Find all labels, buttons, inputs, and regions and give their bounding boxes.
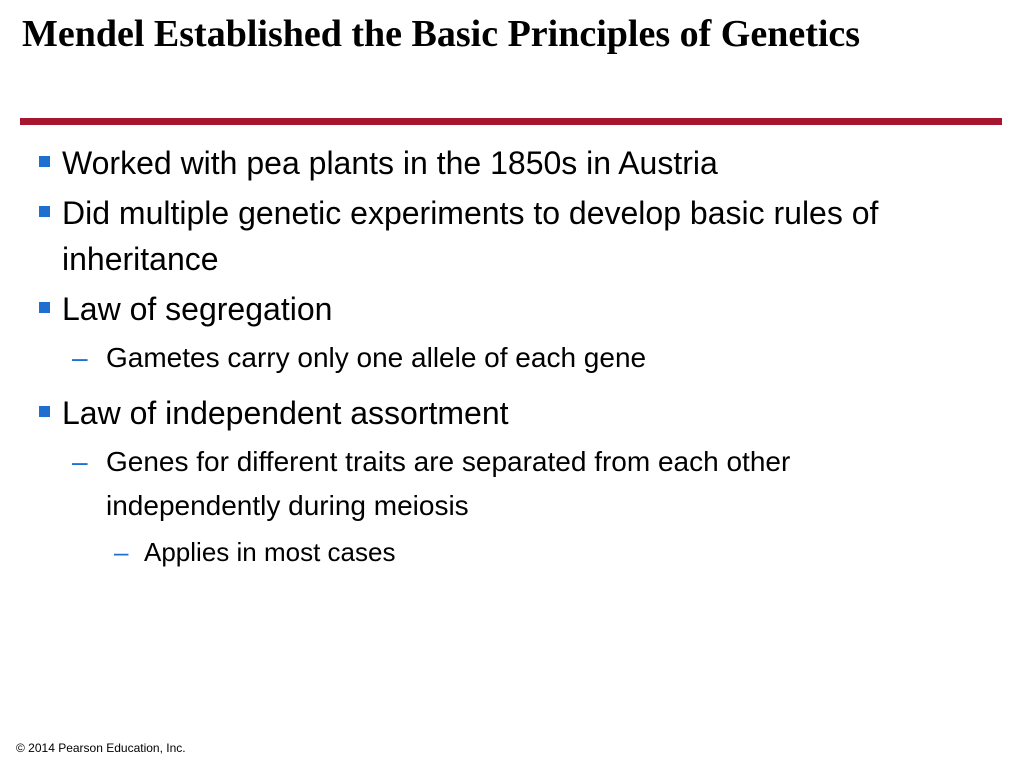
- bullet-text: Did multiple genetic experiments to develop basic rules of inheritance: [62, 195, 879, 277]
- square-bullet-icon: [26, 390, 62, 436]
- slide-title: Mendel Established the Basic Principles of Genetics: [22, 13, 861, 55]
- title-divider-rule: [20, 118, 1002, 125]
- square-bullet-icon: [26, 286, 62, 332]
- dash-bullet-icon: –: [72, 342, 88, 373]
- copyright-notice: © 2014 Pearson Education, Inc.: [16, 741, 186, 755]
- square-bullet-icon: [26, 190, 62, 236]
- bullet-item: [0, 390, 1000, 436]
- bullet-text: Law of segregation: [62, 291, 333, 327]
- dash-bullet-icon: –: [72, 446, 88, 477]
- sub-sub-bullet-text: Applies in most cases: [144, 537, 396, 567]
- sub-bullet-item: [0, 336, 1000, 380]
- bullet-item: [0, 190, 1000, 282]
- square-bullet-icon: [26, 140, 62, 186]
- bullet-item: [0, 140, 1000, 186]
- bullet-text: Worked with pea plants in the 1850s in Austria: [62, 145, 718, 181]
- sub-bullet-text: Genes for different traits are separated from each other independently during meiosis: [106, 446, 791, 521]
- sub-bullet-item: [0, 440, 1000, 528]
- dash-bullet-icon: –: [114, 537, 129, 567]
- bullet-item: [0, 286, 1000, 332]
- sub-bullet-text: Gametes carry only one allele of each gene: [106, 342, 647, 373]
- bullet-text: Law of independent assortment: [62, 395, 509, 431]
- sub-sub-bullet-item: [0, 532, 1000, 572]
- slide-body: [0, 140, 1000, 572]
